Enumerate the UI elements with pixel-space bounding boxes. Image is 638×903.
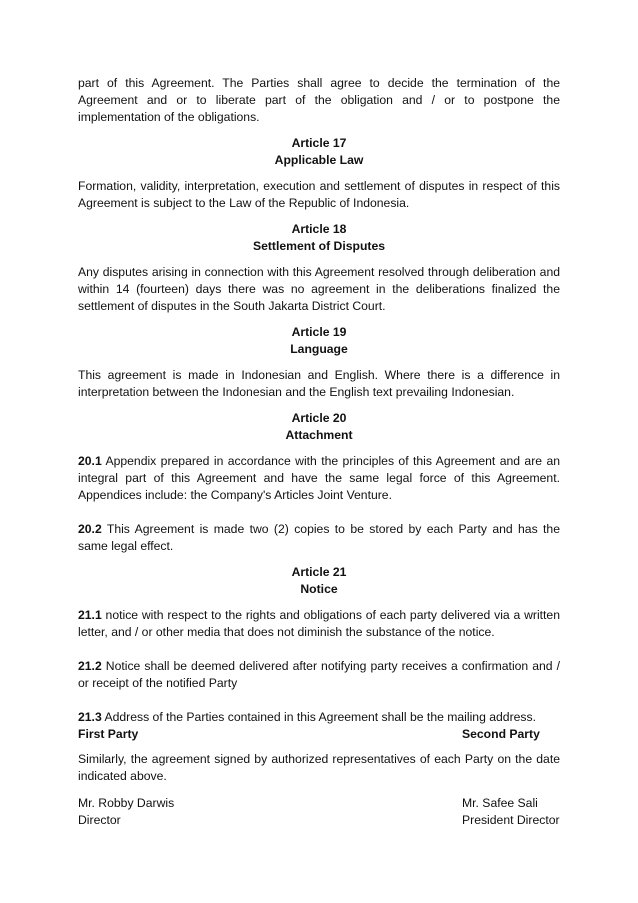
article-19-text: This agreement is made in Indonesian and English. Where there is a difference in interpretation between the Indonesian and the English text prevailing Indonesian.: [78, 368, 560, 399]
article-number: Article 19: [291, 325, 347, 339]
article-title: Notice: [300, 582, 338, 596]
article-20-heading: [78, 410, 560, 444]
article-18-heading: [78, 221, 560, 255]
clause-number: 20.2: [78, 522, 102, 536]
clause-text: Address of the Parties contained in this Agreement shall be the mailing address.: [101, 710, 536, 724]
clause-text: Notice shall be deemed delivered after notifying party receives a confirmation and / or receipt of the notified Party: [78, 659, 560, 690]
article-title: Settlement of Disputes: [252, 239, 386, 253]
signature-labels: [78, 726, 560, 743]
article-title: Applicable Law: [274, 153, 364, 167]
clause-21-1: [78, 607, 560, 641]
first-party-title: Director: [78, 813, 121, 827]
article-17-text: Formation, validity, interpretation, execution and settlement of disputes in respect of this Agreement is subject to the Law of the Republic of Indonesia.: [78, 179, 560, 210]
article-title: Language: [290, 342, 348, 356]
article-number: Article 21: [291, 565, 347, 579]
article-number: Article 20: [291, 411, 347, 425]
first-party-signatory: [78, 795, 258, 829]
article-number: Article 18: [291, 222, 347, 236]
signature-names: [78, 795, 560, 829]
article-number: Article 17: [291, 136, 347, 150]
second-party-signatory: [462, 795, 560, 829]
closing-paragraph: Similarly, the agreement signed by authorized representatives of each Party on the date indicated above.: [78, 752, 560, 783]
clause-20-1: [78, 453, 560, 504]
article-19-heading: [78, 324, 560, 358]
clause-21-3: [78, 709, 560, 726]
clause-number: 21.3: [78, 710, 102, 724]
clause-number: 21.1: [78, 608, 102, 622]
first-party-label: First Party: [78, 727, 139, 741]
second-party-name: Mr. Safee Sali: [462, 796, 538, 810]
clause-number: 21.2: [78, 659, 102, 673]
article-21-heading: [78, 564, 560, 598]
clause-20-2: [78, 521, 560, 555]
intro-paragraph: part of this Agreement. The Parties shall agree to decide the termination of the Agreement and or to liberate part of the obligation and / or to postpone the implementation of the obligations.: [78, 76, 560, 124]
clause-text: Appendix prepared in accordance with the principles of this Agreement and are an integral part of this Agreement and have the same legal force of this Agreement. Appendices include: the Company's Articles Joint Venture.: [78, 454, 560, 502]
article-17-heading: [78, 135, 560, 169]
clause-text: notice with respect to the rights and obligations of each party delivered via a written letter, and / or other media that does not diminish the substance of the notice.: [78, 608, 560, 639]
clause-21-2: [78, 658, 560, 692]
second-party-title: President Director: [462, 813, 560, 827]
first-party-name: Mr. Robby Darwis: [78, 796, 175, 810]
article-18-text: Any disputes arising in connection with this Agreement resolved through deliberation and within 14 (fourteen) days there was no agreement in the deliberations finalized the settlement of disputes in the South Jakarta District Court.: [78, 265, 560, 313]
second-party-label: Second Party: [462, 727, 540, 741]
signature-block: [78, 726, 560, 829]
article-title: Attachment: [285, 428, 353, 442]
clause-text: This Agreement is made two (2) copies to be stored by each Party and has the same legal effect.: [78, 522, 560, 553]
clause-number: 20.1: [78, 454, 102, 468]
